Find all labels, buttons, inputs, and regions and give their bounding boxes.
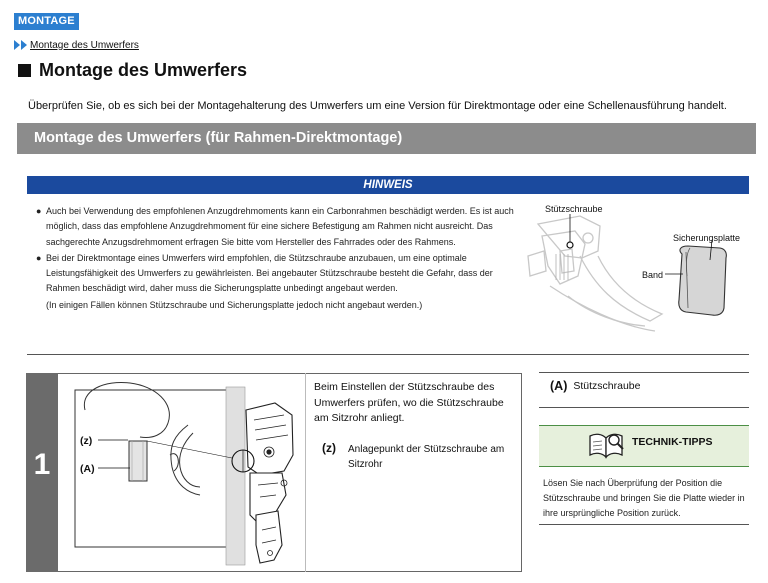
notice-list [36,204,524,313]
step-instruction: Beim Einstellen der Stützschraube des Umwerfers prüfen, wo die Stützschraube am Sitzrohr anliegt. [314,381,504,424]
section-badge: MONTAGE [14,13,79,30]
divider [539,372,749,373]
tips-label: TECHNIK-TIPPS [632,436,713,448]
notice-heading: HINWEIS [27,176,749,194]
reference-key: (A) [550,379,568,393]
band-label: Band [642,270,664,280]
page-title [18,60,247,81]
divider [539,524,749,525]
definition-key: (z) [322,441,336,455]
open-book-magnifier-icon [587,430,627,460]
divider [539,407,749,408]
support-screw-label: Stützschraube [545,204,603,214]
step-separator [305,373,306,572]
divider [27,354,749,355]
reference-text: Stützschraube [573,380,641,392]
double-chevron-right-icon [14,40,28,50]
definition-row [322,441,512,472]
section-heading: Montage des Umwerfers (für Rahmen-Direktmontage) [17,123,756,154]
notice-item-text: Bei der Direktmontage eines Umwerfers wird empfohlen, die Stützschraube anzubauen, um eine optimale Leistungsfähigkeit des Umwerfers zu gewährleisten. Bei angebauter Stützschraube besteht die Gefahr, dass der Rahmen beschädigt wird, daher muss die Sicherungsplatte unbedingt angebaut werden. [46,252,493,294]
derailleur-support-screw-illustration [520,196,755,346]
support-screw-position-illustration [60,375,303,570]
reference-row [550,379,640,393]
definition-text: Anlagepunkt der Stützschraube am Sitzrohr [348,444,505,470]
notice-item [36,204,524,250]
safety-plate-label: Sicherungsplatte [673,233,741,243]
bullet-icon: ● [36,206,42,216]
figure-label-z: (z) [80,435,93,447]
page-title-text: Montage des Umwerfers [39,60,248,80]
notice-note: (In einigen Fällen können Stützschraube und Sicherungsplatte jedoch nicht angebaut werden.) [46,299,423,310]
tips-text: Lösen Sie nach Überprüfung der Position die Stützschraube und bringen Sie die Platte wieder in ihre ursprüngliche Position zurück. [543,478,745,518]
intro-text: Überprüfen Sie, ob es sich bei der Montagehalterung des Umwerfers um eine Version für Direktmontage oder eine Schellenausführung handelt. [28,100,727,112]
notice-item [36,251,524,297]
black-square-icon [18,64,31,77]
bullet-icon: ● [36,252,42,263]
breadcrumb[interactable] [14,38,139,52]
figure-label-a: (A) [80,463,95,475]
notice-item-text: Auch bei Verwendung des empfohlenen Anzugdrehmoments kann ein Carbonrahmen beschädigt werden. Es ist auch möglich, dass das empfohlene Anzugdrehmoment für eine sichere Befestigung am Rahmen nicht ausreicht. Das sachgerechte Anzugsdrehmoment erfragen Sie bitte vom Hersteller des Fahrrades oder des Rahmens. [46,206,514,247]
breadcrumb-link[interactable]: Montage des Umwerfers [30,39,139,51]
step-number: 1 [33,448,51,481]
